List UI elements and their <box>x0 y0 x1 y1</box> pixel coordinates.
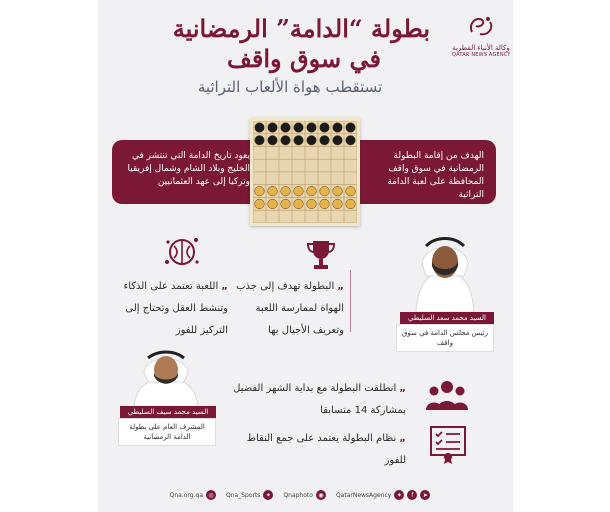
footer-web-text: Qna.org.qa <box>169 491 203 499</box>
dama-piece <box>281 135 291 145</box>
dama-board-image <box>250 118 360 226</box>
history-banner: يعود تاريخ الدامة التي تنتشر في الخليج وبلاد الشام وشمال إفريقيا وتركيا إلى عهد العثمانيين <box>112 140 262 204</box>
dama-piece <box>333 123 343 133</box>
quote-divider <box>350 270 351 332</box>
dama-piece <box>255 199 265 209</box>
globe-icon: ◎ <box>206 490 216 500</box>
brain-icon <box>162 232 202 272</box>
goal-banner: الهدف من إقامة البطولة الرمضانية في سوق واقف المحافظة على لعبة الدامة التراثية <box>350 140 496 204</box>
dama-piece <box>281 199 291 209</box>
twitter-icon: ✦ <box>394 490 404 500</box>
dama-piece <box>255 123 265 133</box>
dama-piece <box>294 186 304 196</box>
quote-goal-text: البطولة تهدف إلى جذب الهواة لممارسة اللعبة وتعريف الأجيال بها <box>236 281 344 336</box>
dama-piece <box>346 199 356 209</box>
quote-start <box>226 378 406 422</box>
footer-photo-text: Qnaphoto <box>283 491 313 499</box>
dama-piece <box>281 186 291 196</box>
trophy-icon <box>305 238 337 272</box>
dama-piece <box>294 199 304 209</box>
quote-intelligence-text: اللعبة تعتمد على الذكاء وتنشط العقل وتحتاج إلى التركيز للفوز <box>123 281 228 336</box>
dama-piece <box>346 186 356 196</box>
footer-web[interactable] <box>170 490 216 500</box>
dama-piece <box>268 199 278 209</box>
person1-photo <box>396 232 494 312</box>
quote-mark: „ <box>337 281 344 292</box>
dama-piece <box>268 135 278 145</box>
person2-photo <box>116 350 216 406</box>
logo-english-text: QATAR NEWS AGENCY <box>452 52 511 58</box>
checklist-certificate-icon <box>428 424 468 464</box>
quote-points-text: نظام البطولة يعتمد على جمع النقاط للفوز <box>246 433 406 466</box>
dama-piece <box>333 186 343 196</box>
main-title-line1: بطولة “الدامة” الرمضانية <box>172 14 430 43</box>
dama-piece <box>346 135 356 145</box>
footer-sports[interactable] <box>226 490 273 500</box>
dama-board-icon <box>253 121 357 223</box>
footer-social <box>150 488 450 502</box>
dama-piece <box>307 135 317 145</box>
dama-piece <box>255 186 265 196</box>
telegram-icon: ➤ <box>420 490 430 500</box>
quote-points <box>226 428 406 472</box>
dama-piece <box>307 123 317 133</box>
dama-piece <box>307 186 317 196</box>
quote-start-text: انطلقت البطولة مع بداية الشهر الفضيل بمشاركة 14 متسابقا <box>233 383 406 416</box>
dama-piece <box>320 186 330 196</box>
person2-role: المشرف العام على بطولة الدامة الرمضانية <box>118 418 216 446</box>
footer-sports-text: Qna_Sports <box>226 491 261 499</box>
main-title-line2: في سوق واقف <box>227 44 381 73</box>
quote-mark: „ <box>399 383 406 394</box>
dama-piece <box>268 123 278 133</box>
dama-piece <box>268 186 278 196</box>
subtitle: تستقطب هواة الألعاب التراثية <box>197 78 383 96</box>
dama-piece <box>320 135 330 145</box>
dama-piece <box>333 199 343 209</box>
group-people-icon <box>426 378 468 412</box>
dama-piece <box>294 135 304 145</box>
dama-piece <box>281 123 291 133</box>
person2-name: السيد محمد سيف السليطي <box>120 406 216 418</box>
dama-piece <box>320 123 330 133</box>
footer-photo[interactable] <box>283 490 326 500</box>
footer-news[interactable] <box>336 490 430 500</box>
facebook-icon: f <box>407 490 417 500</box>
dama-piece <box>320 199 330 209</box>
dama-piece <box>333 135 343 145</box>
quote-mark: „ <box>399 433 406 444</box>
quote-goal <box>234 276 344 342</box>
dama-piece <box>255 135 265 145</box>
qna-logo-icon <box>466 14 496 40</box>
instagram-icon: ◉ <box>316 490 326 500</box>
person1-name: السيد محمد سعد السليطي <box>400 312 494 324</box>
quote-mark: „ <box>221 281 228 292</box>
footer-news-text: QatarNewsAgency <box>335 491 392 499</box>
dama-piece <box>307 199 317 209</box>
dama-piece <box>294 123 304 133</box>
qna-logo <box>452 14 510 58</box>
twitter-icon: ✦ <box>263 490 273 500</box>
quote-intelligence <box>108 276 228 342</box>
person1-role: رئيس مجلس الدامة في سوق واقف <box>396 324 494 352</box>
logo-arabic-text: وكالة الأنباء القطرية <box>452 44 510 52</box>
dama-piece <box>346 123 356 133</box>
